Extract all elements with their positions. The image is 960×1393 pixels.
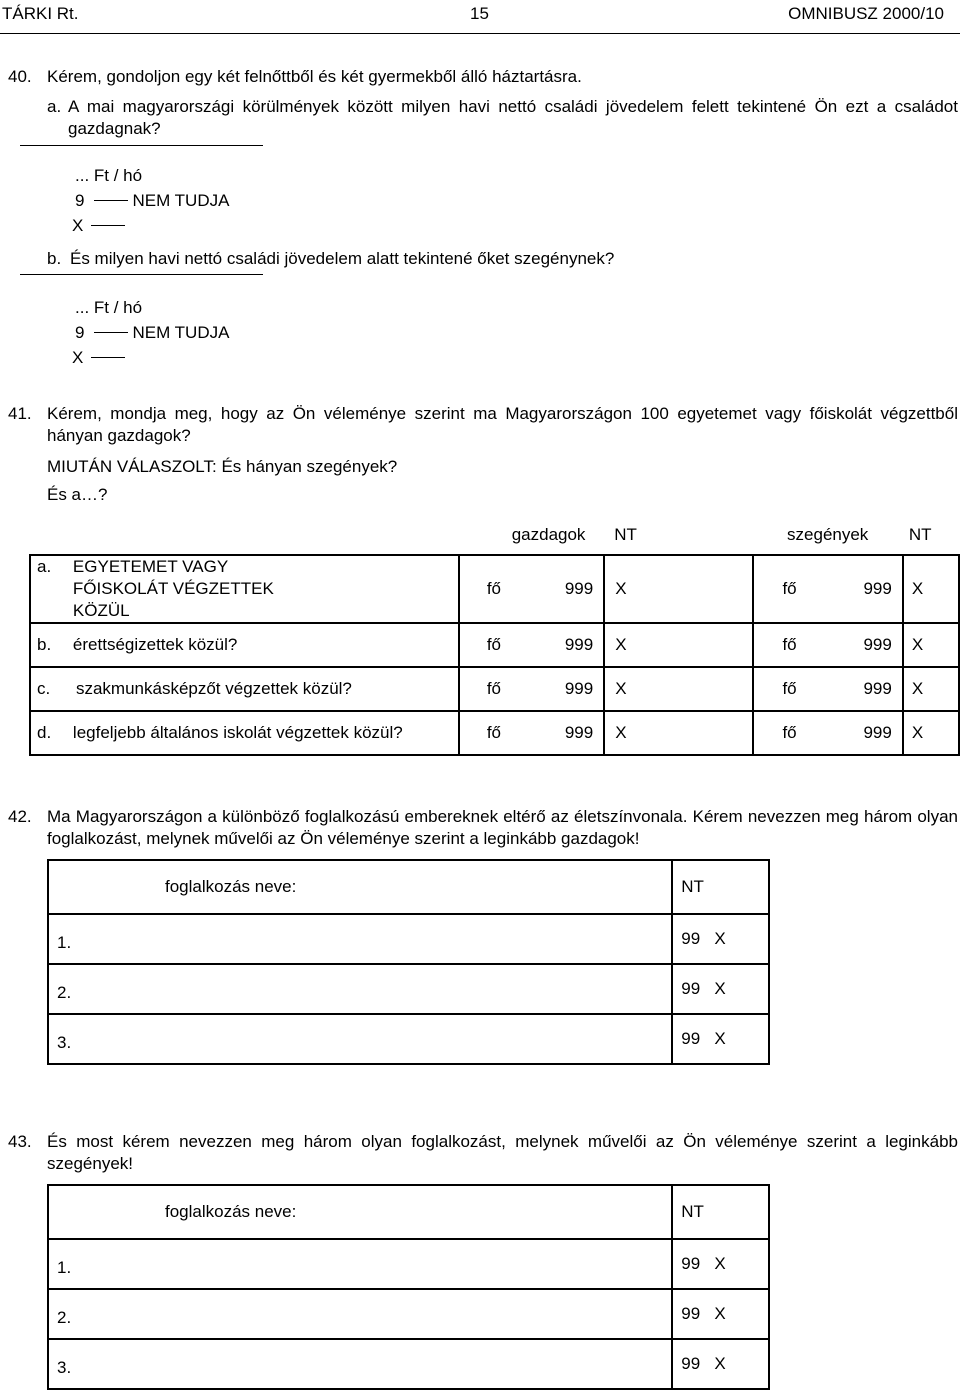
col-rich: gazdagok [511,524,586,544]
row-number: 3. [57,1033,72,1052]
table-row [48,964,769,1014]
q40b-code1-label: NEM TUDJA [132,323,230,342]
table-row [48,1239,769,1289]
answer-input-poor[interactable]: 999 [803,667,903,711]
col-poor: szegények [787,524,869,544]
q40a-label: a. [47,97,62,116]
row-label-cell [30,623,459,667]
refused-code-poor[interactable]: X [903,667,959,711]
header-org: TÁRKI Rt. [2,4,79,23]
nt-code-cell[interactable] [672,914,769,964]
q40a-code-dontknow[interactable] [75,190,229,212]
row-letter: a. [37,557,52,576]
q40a-answer-field[interactable]: ... Ft / hó [75,166,143,185]
row-number: 1. [57,933,72,952]
empty-cell [30,515,459,555]
col-nt1: NT [614,524,637,544]
col-nt: NT [672,1185,769,1239]
q42-number: 42. [8,807,32,826]
table-row [30,711,959,755]
answer-input-rich[interactable]: 999 [509,711,604,755]
unit-cell: fő [753,555,803,623]
nt-code-cell[interactable] [672,1014,769,1064]
dash-line [94,332,128,333]
q40b-code1: 9 [75,323,85,342]
unit-cell: fő [753,667,803,711]
q41-followup: MIUTÁN VÁLASZOLT: És hányan szegények? [47,457,398,476]
occupation-input[interactable] [48,964,672,1014]
occupation-input[interactable] [48,914,672,964]
refused-code-poor[interactable]: X [903,623,959,667]
refused-code-poor[interactable]: X [903,555,959,623]
refused-code-rich[interactable]: X [604,667,752,711]
row-number: 3. [57,1358,72,1377]
nt-code-cell[interactable] [672,1339,769,1389]
q40a-code1-label: NEM TUDJA [132,191,230,210]
row-text: érettségizettek közül? [72,635,238,654]
q40-text: Kérem, gondoljon egy két felnőttből és két gyermekből álló háztartásra. [47,67,582,86]
unit-cell: fő [459,711,509,755]
refused-code-rich[interactable]: X [604,711,752,755]
row-label-cell [30,711,459,755]
q40b-underline [20,274,263,275]
row-text: szakmunkásképzőt végzettek közül? [75,679,352,698]
answer-input-poor[interactable]: 999 [803,711,903,755]
refused-code: X [714,1304,726,1323]
dash-line [91,225,125,226]
table-row [48,1289,769,1339]
table-row [30,555,959,623]
q40-number: 40. [8,67,32,86]
col-occupation: foglalkozás neve: [48,860,672,914]
row-letter: d. [37,723,52,742]
q40a-code2: X [72,216,84,235]
dash-line [91,357,125,358]
q41-text: Kérem, mondja meg, hogy az Ön véleménye szerint ma Magyarországon 100 egyetemet vagy főiskolát végzettből hányan gazdagok? [47,404,958,445]
nt-code: 99 [681,1254,701,1273]
nt-code: 99 [681,1029,701,1048]
q41-number: 41. [8,404,32,423]
nt-code: 99 [681,1354,701,1373]
refused-code-rich[interactable]: X [604,555,752,623]
q42-header-row [48,860,769,914]
nt-code: 99 [681,929,701,948]
q43-number: 43. [8,1132,32,1151]
table-row [48,1339,769,1389]
nt-code-cell[interactable] [672,1239,769,1289]
q40b-answer-field[interactable]: ... Ft / hó [75,298,143,317]
nt-code: 99 [681,1304,701,1323]
header-survey: OMNIBUSZ 2000/10 [788,4,944,23]
unit-cell: fő [459,667,509,711]
q40a-text: A mai magyarországi körülmények között milyen havi nettó családi jövedelem felett tekintené Ön ezt a családot gazdagnak? [68,97,958,138]
q42-table [47,859,770,1065]
unit-cell: fő [753,623,803,667]
q40b-text: És milyen havi nettó családi jövedelem alatt tekintené őket szegénynek? [70,249,615,268]
page-header [0,3,960,27]
header-divider [0,33,960,34]
unit-cell: fő [753,711,803,755]
q40b-code-dontknow[interactable] [75,322,229,344]
unit-cell: fő [459,623,509,667]
row-text: legfeljebb általános iskolát végzettek közül? [72,723,403,742]
q40a-code-refused[interactable] [72,215,129,237]
occupation-input[interactable] [48,1014,672,1064]
row-letter: b. [37,635,52,654]
refused-code: X [714,979,726,998]
unit-cell: fő [459,555,509,623]
q41-table [29,515,960,756]
q41-header-row [30,515,959,555]
occupation-input[interactable] [48,1289,672,1339]
answer-input-poor[interactable]: 999 [803,623,903,667]
q43-text: És most kérem nevezzen meg három olyan foglalkozást, melynek művelői az Ön véleménye szerint a leginkább szegények! [47,1132,958,1173]
q40b-label: b. [47,249,62,268]
row-letter: c. [37,679,51,698]
table-row [30,667,959,711]
answer-input-rich[interactable]: 999 [509,555,604,623]
q40b-code2: X [72,348,84,367]
nt-code-cell[interactable] [672,1289,769,1339]
q43-table [47,1184,770,1390]
answer-input-poor[interactable]: 999 [803,555,903,623]
col-nt2: NT [908,524,932,544]
answer-input-rich[interactable]: 999 [509,667,604,711]
table-row [48,914,769,964]
refused-code: X [714,1029,726,1048]
nt-code: 99 [681,979,701,998]
row-number: 2. [57,1308,72,1327]
q40b-code-refused[interactable] [72,347,129,369]
q41-followup2: És a…? [47,485,108,504]
col-occupation: foglalkozás neve: [48,1185,672,1239]
table-row [48,1014,769,1064]
q42-text: Ma Magyarországon a különböző foglalkozású embereknek eltérő az életszínvonala. Kérem nevezzen meg három olyan foglalkozást, melynek művelői az Ön véleménye szerint a leginkább gazdagok! [47,807,958,848]
row-number: 1. [57,1258,72,1277]
page-number: 15 [470,4,489,23]
occupation-input[interactable] [48,1339,672,1389]
q40a-code1: 9 [75,191,85,210]
refused-code: X [714,929,726,948]
refused-code: X [714,1254,726,1273]
col-nt: NT [672,860,769,914]
row-label-cell [30,555,459,623]
refused-code-poor[interactable]: X [903,711,959,755]
answer-input-rich[interactable]: 999 [509,623,604,667]
refused-code: X [714,1354,726,1373]
row-label-cell [30,667,459,711]
refused-code-rich[interactable]: X [604,623,752,667]
nt-code-cell[interactable] [672,964,769,1014]
q43-header-row [48,1185,769,1239]
q40a-underline [20,145,263,146]
occupation-input[interactable] [48,1239,672,1289]
dash-line [94,200,128,201]
table-row [30,623,959,667]
row-text: EGYETEMET VAGY FŐISKOLÁT VÉGZETTEK KÖZÜL [72,557,274,620]
row-number: 2. [57,983,72,1002]
